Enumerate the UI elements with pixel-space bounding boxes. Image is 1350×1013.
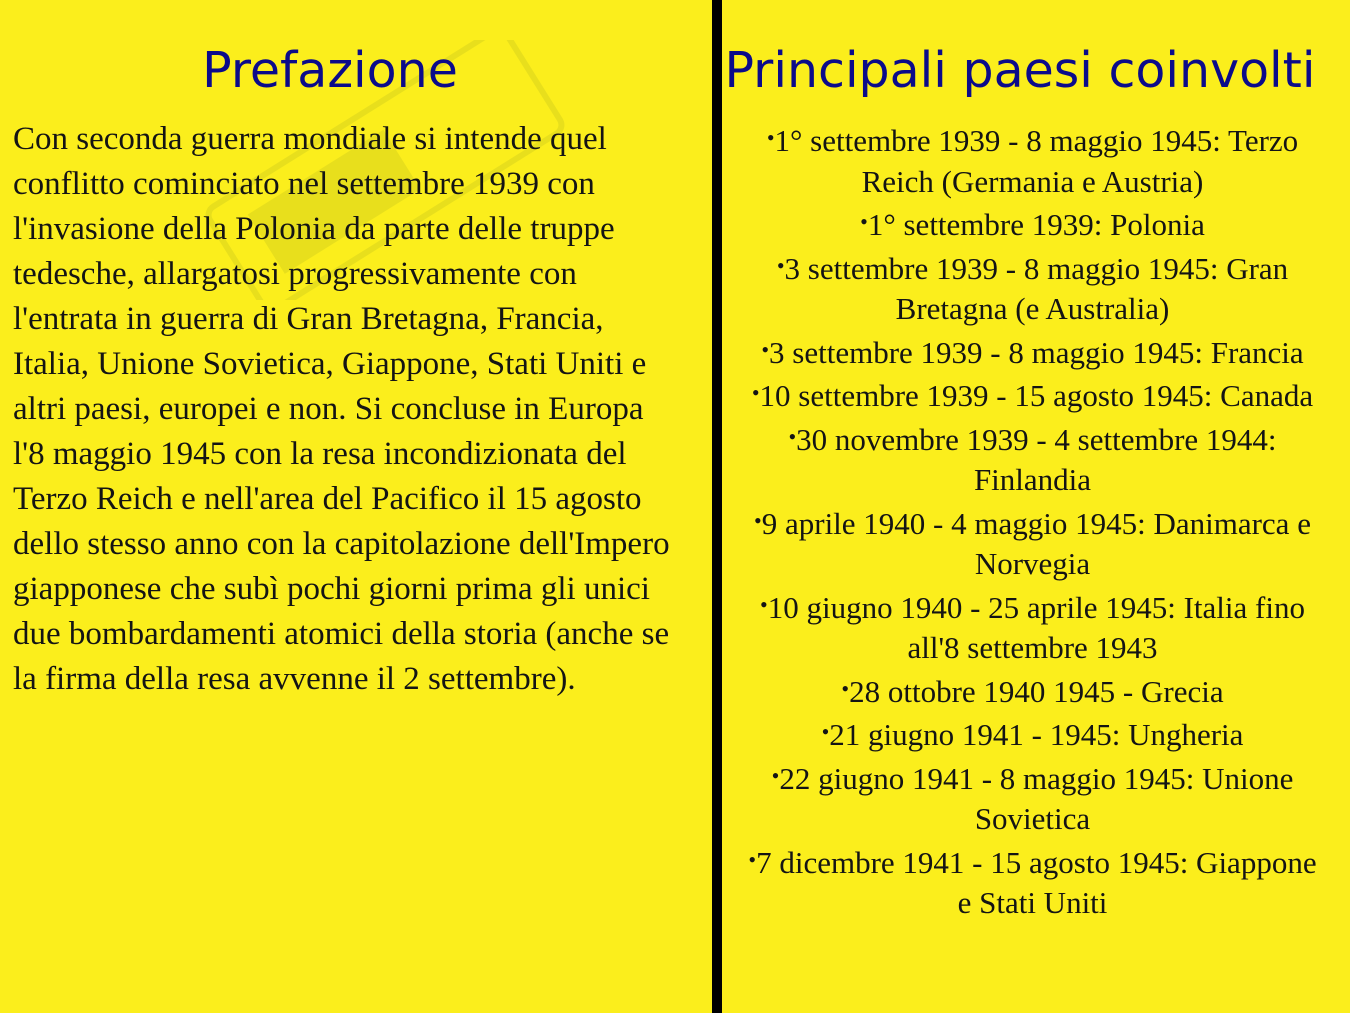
country-list-item — [745, 756, 1320, 840]
country-list-item-text: 3 settembre 1939 - 8 maggio 1945: Francia — [769, 334, 1304, 370]
bullet-icon: • — [760, 591, 768, 617]
country-list-item — [745, 330, 1320, 374]
column-divider — [712, 0, 722, 1013]
bullet-icon: • — [748, 846, 757, 872]
bullet-icon: • — [860, 209, 868, 234]
bullet-icon: • — [771, 762, 780, 788]
bullet-icon: • — [766, 125, 775, 150]
country-list-item — [745, 669, 1320, 713]
country-list-item — [745, 840, 1320, 924]
country-list-item-text: 1° settembre 1939 - 8 maggio 1945: Terzo Reich (Germania e Austria) — [774, 123, 1299, 199]
country-list-item-text: 7 dicembre 1941 - 15 agosto 1945: Giappone e Stati Uniti — [756, 844, 1317, 920]
country-list-item — [745, 585, 1320, 669]
country-list-item-text: 9 aprile 1940 - 4 maggio 1945: Danimarca e Norvegia — [761, 505, 1311, 581]
right-title: Principali paesi coinvolti — [724, 42, 1316, 99]
country-list-item — [745, 118, 1320, 202]
country-list-item — [745, 202, 1320, 246]
country-list-item — [745, 501, 1320, 585]
country-list-item-text: 30 novembre 1939 - 4 settembre 1944: Finlandia — [796, 421, 1277, 497]
country-list-item-text: 22 giugno 1941 - 8 maggio 1945: Unione Sovietica — [779, 760, 1294, 836]
country-list-item-text: 28 ottobre 1940 1945 - Grecia — [849, 673, 1224, 709]
country-list-item — [745, 373, 1320, 417]
bullet-icon: • — [821, 719, 830, 744]
left-title: Prefazione — [202, 42, 458, 99]
countries-list — [745, 118, 1320, 924]
country-list-item — [745, 246, 1320, 330]
country-list-item-text: 21 giugno 1941 - 1945: Ungheria — [829, 717, 1244, 752]
bullet-icon: • — [751, 380, 760, 405]
bullet-icon: • — [761, 336, 770, 362]
country-list-item — [745, 417, 1320, 501]
bullet-icon: • — [788, 423, 797, 449]
preface-paragraph: Con seconda guerra mondiale si intende quel conflitto cominciato nel settembre 1939 con l'invasione della Polonia da parte delle truppe tedesche, allargatosi progressivamente con l'entrata in guerra di Gran Bretagna, Francia, Italia, Unione Sovietica, Giappone, Stati Uniti e altri paesi, europei e non. Si concluse in Europa l'8 maggio 1945 con la resa incondizionata del Terzo Reich e nell'area del Pacifico il 15 agosto dello stesso anno con la capitolazione dell'Impero giapponese che subì pochi giorni prima gli unici due bombardamenti atomici della storia (anche se la firma della resa avvenne il 2 settembre). — [13, 121, 670, 697]
bullet-icon: • — [776, 252, 785, 278]
bullet-icon: • — [754, 507, 762, 533]
bullet-icon: • — [841, 675, 850, 701]
country-list-item-text: 3 settembre 1939 - 8 maggio 1945: Gran Bretagna (e Australia) — [784, 250, 1289, 326]
country-list-item-text: 1° settembre 1939: Polonia — [867, 207, 1205, 242]
country-list-item-text: 10 settembre 1939 - 15 agosto 1945: Canada — [759, 378, 1314, 413]
country-list-item — [745, 712, 1320, 756]
country-list-item-text: 10 giugno 1940 - 25 aprile 1945: Italia fino all'8 settembre 1943 — [767, 589, 1305, 665]
